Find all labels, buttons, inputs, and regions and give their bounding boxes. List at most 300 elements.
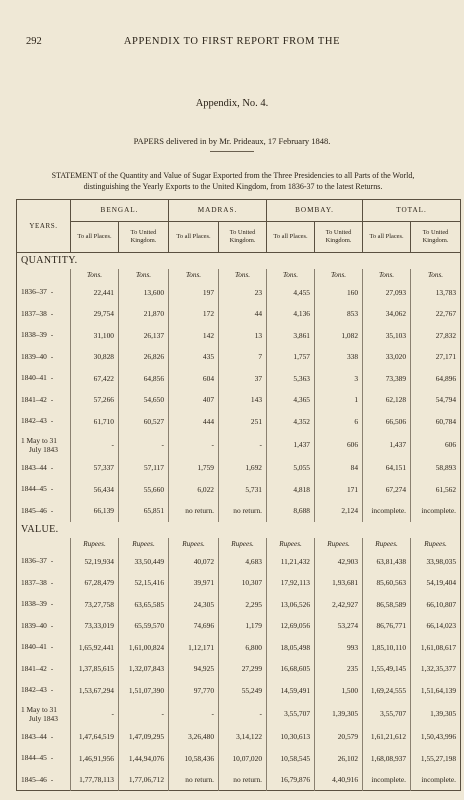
cell-value: 4,352	[267, 411, 315, 433]
cell-value: 57,337	[71, 457, 119, 479]
year-cell	[17, 411, 71, 433]
cell-value: 60,784	[411, 411, 461, 433]
page-number: 292	[26, 36, 42, 47]
cell-value: 1,500	[315, 680, 363, 702]
cell-value: 338	[315, 346, 363, 368]
cell-value: 853	[315, 303, 363, 325]
appendix-number: Appendix, No. 4.	[195, 98, 269, 109]
cell-value: 407	[169, 389, 219, 411]
cell-value: 35,103	[363, 325, 411, 347]
table-row	[17, 769, 461, 791]
cell-value: -	[71, 701, 119, 726]
year-dash: -	[50, 776, 54, 784]
cell-value: 3,55,707	[267, 701, 315, 726]
year-label-line2: July 1843	[29, 713, 58, 723]
table-body	[17, 253, 461, 791]
cell-value: 65,59,570	[119, 615, 169, 637]
section-row-value	[17, 522, 461, 538]
cell-value: no return.	[219, 769, 267, 791]
unit-label: Rupees.	[363, 538, 411, 551]
cell-value: 1,61,08,617	[411, 637, 461, 659]
cell-value: 3,55,707	[363, 701, 411, 726]
cell-value: 1,437	[363, 432, 411, 457]
column-header-2: To all Places.	[169, 222, 219, 253]
cell-value: 53,274	[315, 615, 363, 637]
subheader-row	[17, 222, 461, 253]
cell-value: 74,696	[169, 615, 219, 637]
cell-value: 1,93,681	[315, 572, 363, 594]
cell-value: 64,856	[119, 368, 169, 390]
year-dash: -	[50, 665, 54, 673]
running-header	[0, 36, 464, 50]
cell-value: 27,093	[363, 282, 411, 304]
cell-value: 73,389	[363, 368, 411, 390]
cell-value: 40,072	[169, 551, 219, 573]
cell-value: 97,770	[169, 680, 219, 702]
unit-label: Rupees.	[219, 538, 267, 551]
cell-value: 1,61,00,824	[119, 637, 169, 659]
cell-value: 24,305	[169, 594, 219, 616]
cell-value: 23	[219, 282, 267, 304]
year-cell	[17, 615, 71, 637]
year-cell	[17, 389, 71, 411]
year-cell	[17, 325, 71, 347]
cell-value: -	[119, 701, 169, 726]
cell-value: 4,455	[267, 282, 315, 304]
cell-value: 22,767	[411, 303, 461, 325]
cell-value: 52,19,934	[71, 551, 119, 573]
table-row	[17, 594, 461, 616]
cell-value: 1,692	[219, 457, 267, 479]
year-cell	[17, 479, 71, 501]
year-dash: -	[50, 558, 54, 566]
short-divider	[210, 151, 254, 152]
cell-value: 251	[219, 411, 267, 433]
cell-value: 64,151	[363, 457, 411, 479]
unit-label: Rupees.	[71, 538, 119, 551]
table-row	[17, 411, 461, 433]
cell-value: 143	[219, 389, 267, 411]
cell-value: 39,971	[169, 572, 219, 594]
year-label: 1836–37	[21, 287, 47, 297]
cell-value: 13,600	[119, 282, 169, 304]
cell-value: 34,062	[363, 303, 411, 325]
cell-value: 1,50,43,996	[411, 726, 461, 748]
cell-value: 20,579	[315, 726, 363, 748]
cell-value: 1,37,85,615	[71, 658, 119, 680]
cell-value: 33,020	[363, 346, 411, 368]
unit-label: Rupees.	[119, 538, 169, 551]
year-cell	[17, 769, 71, 791]
year-label: 1845–46	[21, 774, 47, 784]
year-label: 1837–38	[21, 308, 47, 318]
year-dash: -	[50, 507, 54, 515]
cell-value: 435	[169, 346, 219, 368]
year-dash: -	[50, 418, 54, 426]
year-dash: -	[50, 622, 54, 630]
cell-value: 10,07,020	[219, 748, 267, 770]
cell-value: -	[219, 701, 267, 726]
table-row	[17, 748, 461, 770]
year-label: 1840–41	[21, 373, 47, 383]
cell-value: 1,55,49,145	[363, 658, 411, 680]
cell-value: 55,660	[119, 479, 169, 501]
cell-value: 7	[219, 346, 267, 368]
year-label: 1844–45	[21, 753, 47, 763]
year-cell	[17, 701, 71, 726]
cell-value: 142	[169, 325, 219, 347]
cell-value: 444	[169, 411, 219, 433]
cell-value: 56,434	[71, 479, 119, 501]
cell-value: 60,527	[119, 411, 169, 433]
cell-value: 10,58,436	[169, 748, 219, 770]
cell-value: 84	[315, 457, 363, 479]
cell-value: 54,19,404	[411, 572, 461, 594]
cell-value: 6	[315, 411, 363, 433]
unit-label: Tons.	[267, 269, 315, 282]
cell-value: 1,61,21,612	[363, 726, 411, 748]
year-cell	[17, 500, 71, 522]
cell-value: 13,783	[411, 282, 461, 304]
cell-value: 54,650	[119, 389, 169, 411]
cell-value: 63,81,438	[363, 551, 411, 573]
cell-value: 1,47,64,519	[71, 726, 119, 748]
table-row	[17, 282, 461, 304]
cell-value: -	[71, 432, 119, 457]
cell-value: incomplete.	[363, 500, 411, 522]
table-row	[17, 637, 461, 659]
cell-value: 4,136	[267, 303, 315, 325]
table-row	[17, 457, 461, 479]
year-cell	[17, 368, 71, 390]
unit-label: Tons.	[363, 269, 411, 282]
unit-label: Tons.	[411, 269, 461, 282]
cell-value: 86,76,771	[363, 615, 411, 637]
cell-value: 37	[219, 368, 267, 390]
cell-value: 1,51,07,390	[119, 680, 169, 702]
cell-value: 6,022	[169, 479, 219, 501]
cell-value: 5,055	[267, 457, 315, 479]
cell-value: 33,50,449	[119, 551, 169, 573]
cell-value: 235	[315, 658, 363, 680]
cell-value: 10,30,613	[267, 726, 315, 748]
cell-value: 1,39,305	[315, 701, 363, 726]
year-label: 1841–42	[21, 394, 47, 404]
cell-value: 31,100	[71, 325, 119, 347]
statement-line-1: STATEMENT of the Quantity and Value of Sugar Exported from the Three Presidencies to all Parts of the World,	[51, 171, 415, 180]
cell-value: 606	[411, 432, 461, 457]
year-cell	[17, 726, 71, 748]
year-dash: -	[50, 289, 54, 297]
cell-value: 21,870	[119, 303, 169, 325]
year-label: 1841–42	[21, 663, 47, 673]
cell-value: 27,832	[411, 325, 461, 347]
cell-value: 67,274	[363, 479, 411, 501]
cell-value: -	[169, 432, 219, 457]
cell-value: 197	[169, 282, 219, 304]
running-title: APPENDIX TO FIRST REPORT FROM THE	[123, 36, 341, 47]
table-row	[17, 303, 461, 325]
group-header-madras: MADRAS.	[169, 200, 267, 222]
cell-value: 1,53,67,294	[71, 680, 119, 702]
cell-value: -	[169, 701, 219, 726]
cell-value: 14,59,491	[267, 680, 315, 702]
cell-value: 67,28,479	[71, 572, 119, 594]
cell-value: 66,10,807	[411, 594, 461, 616]
cell-value: 44	[219, 303, 267, 325]
cell-value: 94,925	[169, 658, 219, 680]
year-dash: -	[50, 687, 54, 695]
year-cell	[17, 680, 71, 702]
year-label: 1843–44	[21, 462, 47, 472]
cell-value: 66,506	[363, 411, 411, 433]
cell-value: 58,893	[411, 457, 461, 479]
year-dash: -	[50, 396, 54, 404]
table-row	[17, 346, 461, 368]
group-header-total: TOTAL.	[363, 200, 461, 222]
unit-label: Tons.	[119, 269, 169, 282]
year-dash: -	[50, 579, 54, 587]
statement-title	[24, 170, 442, 192]
cell-value: 52,15,416	[119, 572, 169, 594]
cell-value: 606	[315, 432, 363, 457]
unit-label: Rupees.	[267, 538, 315, 551]
year-label-line1: 1 May to 31	[21, 704, 57, 714]
table-row	[17, 500, 461, 522]
cell-value: 1,759	[169, 457, 219, 479]
cell-value: 171	[315, 479, 363, 501]
year-label: 1843–44	[21, 731, 47, 741]
cell-value: 10,58,545	[267, 748, 315, 770]
year-dash: -	[50, 353, 54, 361]
cell-value: 73,33,019	[71, 615, 119, 637]
cell-value: 5,363	[267, 368, 315, 390]
year-label: 1838–39	[21, 599, 47, 609]
cell-value: 1,77,78,113	[71, 769, 119, 791]
year-label: 1842–43	[21, 416, 47, 426]
cell-value: 1,85,10,110	[363, 637, 411, 659]
cell-value: no return.	[169, 769, 219, 791]
sugar-exports-table	[16, 199, 461, 791]
year-label: 1839–40	[21, 351, 47, 361]
year-cell	[17, 594, 71, 616]
table-row	[17, 726, 461, 748]
cell-value: 604	[169, 368, 219, 390]
year-label: 1845–46	[21, 505, 47, 515]
column-header-4: To all Places.	[267, 222, 315, 253]
cell-value: 3,26,480	[169, 726, 219, 748]
cell-value: 1,32,35,377	[411, 658, 461, 680]
cell-value: 73,27,758	[71, 594, 119, 616]
unit-label: Tons.	[219, 269, 267, 282]
column-header-5: To United Kingdom.	[315, 222, 363, 253]
units-row-quantity	[17, 269, 461, 282]
table-row	[17, 701, 461, 726]
year-dash: -	[50, 755, 54, 763]
year-dash: -	[50, 375, 54, 383]
cell-value: 1,44,94,076	[119, 748, 169, 770]
cell-value: 5,731	[219, 479, 267, 501]
cell-value: 1,55,27,198	[411, 748, 461, 770]
cell-value: 1,179	[219, 615, 267, 637]
year-dash: -	[50, 733, 54, 741]
cell-value: 18,05,498	[267, 637, 315, 659]
cell-value: 16,68,605	[267, 658, 315, 680]
years-header: YEARS.	[17, 200, 71, 253]
table-row	[17, 680, 461, 702]
cell-value: 1	[315, 389, 363, 411]
year-label: 1842–43	[21, 685, 47, 695]
cell-value: 8,688	[267, 500, 315, 522]
year-label: 1839–40	[21, 620, 47, 630]
cell-value: -	[119, 432, 169, 457]
year-dash: -	[50, 644, 54, 652]
year-cell	[17, 551, 71, 573]
cell-value: no return.	[169, 500, 219, 522]
cell-value: 1,437	[267, 432, 315, 457]
table-row	[17, 658, 461, 680]
year-cell	[17, 432, 71, 457]
cell-value: incomplete.	[411, 769, 461, 791]
column-header-0: To all Places.	[71, 222, 119, 253]
year-label: 1838–39	[21, 330, 47, 340]
papers-line: PAPERS delivered in by Mr. Prideaux, 17 February 1848.	[133, 136, 331, 146]
cell-value: no return.	[219, 500, 267, 522]
cell-value: 4,40,916	[315, 769, 363, 791]
column-header-3: To United Kingdom.	[219, 222, 267, 253]
year-cell	[17, 748, 71, 770]
statement-line-2: distinguishing the Yearly Exports to the United Kingdom, from 1836-37 to the latest Returns.	[83, 182, 383, 191]
cell-value: 1,51,64,139	[411, 680, 461, 702]
cell-value: 33,98,035	[411, 551, 461, 573]
cell-value: 3	[315, 368, 363, 390]
cell-value: 4,683	[219, 551, 267, 573]
table-row	[17, 368, 461, 390]
cell-value: 160	[315, 282, 363, 304]
table-row	[17, 572, 461, 594]
group-header-bengal: BENGAL.	[71, 200, 169, 222]
cell-value: incomplete.	[363, 769, 411, 791]
cell-value: 27,171	[411, 346, 461, 368]
cell-value: 26,102	[315, 748, 363, 770]
units-spacer	[17, 269, 71, 282]
year-label: 1844–45	[21, 484, 47, 494]
cell-value: 54,794	[411, 389, 461, 411]
cell-value: 62,128	[363, 389, 411, 411]
unit-label: Rupees.	[411, 538, 461, 551]
year-cell	[17, 658, 71, 680]
cell-value: 3,861	[267, 325, 315, 347]
cell-value: 64,896	[411, 368, 461, 390]
year-dash: -	[50, 486, 54, 494]
units-row-value	[17, 538, 461, 551]
section-label-quantity: QUANTITY.	[21, 255, 78, 267]
cell-value: 12,69,056	[267, 615, 315, 637]
cell-value: 3,14,122	[219, 726, 267, 748]
unit-label: Tons.	[71, 269, 119, 282]
year-label: 1840–41	[21, 642, 47, 652]
cell-value: 1,082	[315, 325, 363, 347]
year-dash: -	[50, 601, 54, 609]
year-cell	[17, 637, 71, 659]
cell-value: 86,58,589	[363, 594, 411, 616]
cell-value: 30,828	[71, 346, 119, 368]
column-header-6: To all Places.	[363, 222, 411, 253]
year-label: 1837–38	[21, 577, 47, 587]
table-row	[17, 615, 461, 637]
year-label-line2: July 1843	[29, 444, 58, 454]
cell-value: 55,249	[219, 680, 267, 702]
cell-value: 1,12,171	[169, 637, 219, 659]
cell-value: 26,826	[119, 346, 169, 368]
cell-value: 10,307	[219, 572, 267, 594]
cell-value: 1,65,92,441	[71, 637, 119, 659]
year-cell	[17, 303, 71, 325]
cell-value: 26,137	[119, 325, 169, 347]
cell-value: 172	[169, 303, 219, 325]
units-spacer	[17, 538, 71, 551]
cell-value: 1,69,24,555	[363, 680, 411, 702]
unit-label: Tons.	[315, 269, 363, 282]
cell-value: 22,441	[71, 282, 119, 304]
cell-value: 1,757	[267, 346, 315, 368]
unit-label: Rupees.	[169, 538, 219, 551]
cell-value: 16,79,876	[267, 769, 315, 791]
table-row	[17, 432, 461, 457]
cell-value: 85,60,563	[363, 572, 411, 594]
year-dash: -	[50, 310, 54, 318]
cell-value: 1,77,06,712	[119, 769, 169, 791]
unit-label: Rupees.	[315, 538, 363, 551]
section-row-quantity	[17, 253, 461, 269]
column-header-1: To United Kingdom.	[119, 222, 169, 253]
cell-value: 27,299	[219, 658, 267, 680]
cell-value: 2,295	[219, 594, 267, 616]
unit-label: Tons.	[169, 269, 219, 282]
year-cell	[17, 282, 71, 304]
table-row	[17, 325, 461, 347]
cell-value: 65,851	[119, 500, 169, 522]
cell-value: 57,117	[119, 457, 169, 479]
cell-value: 17,92,113	[267, 572, 315, 594]
cell-value: 1,39,305	[411, 701, 461, 726]
cell-value: 63,65,585	[119, 594, 169, 616]
cell-value: 66,139	[71, 500, 119, 522]
table-row	[17, 551, 461, 573]
cell-value: 1,68,08,937	[363, 748, 411, 770]
year-cell	[17, 457, 71, 479]
table-row	[17, 479, 461, 501]
cell-value: 6,800	[219, 637, 267, 659]
cell-value: 1,32,07,843	[119, 658, 169, 680]
cell-value: 1,47,09,295	[119, 726, 169, 748]
group-header-bombay: BOMBAY.	[267, 200, 363, 222]
cell-value: 11,21,432	[267, 551, 315, 573]
cell-value: -	[219, 432, 267, 457]
year-dash: -	[50, 464, 54, 472]
year-dash: -	[50, 332, 54, 340]
column-header-7: To United Kingdom.	[411, 222, 461, 253]
table-row	[17, 389, 461, 411]
cell-value: 66,14,023	[411, 615, 461, 637]
cell-value: 2,124	[315, 500, 363, 522]
year-label-line1: 1 May to 31	[21, 435, 57, 445]
year-cell	[17, 346, 71, 368]
cell-value: incomplete.	[411, 500, 461, 522]
section-label-value: VALUE.	[21, 524, 59, 535]
year-cell	[17, 572, 71, 594]
cell-value: 13	[219, 325, 267, 347]
